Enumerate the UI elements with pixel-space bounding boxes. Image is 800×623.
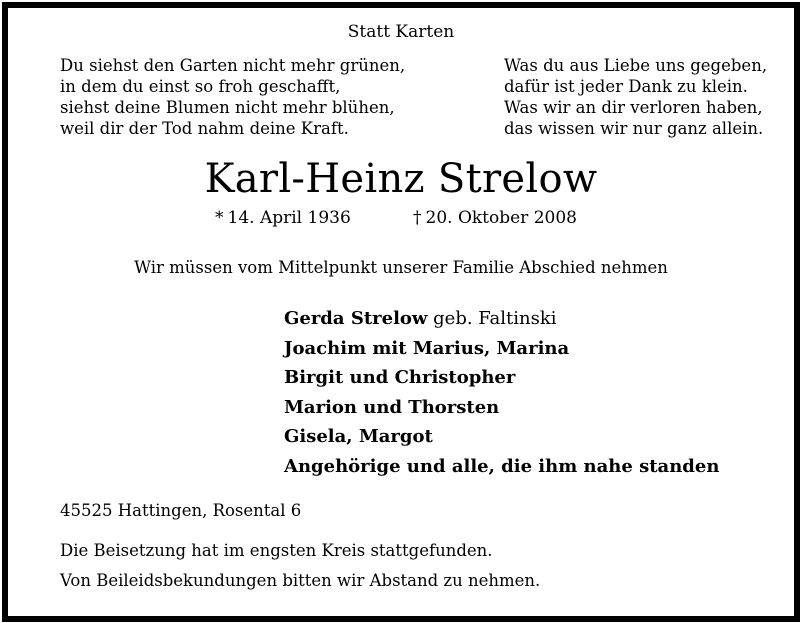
mourner-row bbox=[284, 363, 719, 393]
mourner-name: Birgit und Christopher bbox=[284, 367, 516, 388]
birth-date bbox=[215, 208, 351, 228]
poem-right bbox=[504, 55, 767, 139]
mourner-row bbox=[284, 334, 719, 364]
mourners-list bbox=[284, 304, 719, 481]
mourner-row bbox=[284, 393, 719, 423]
mourner-name: Joachim mit Marius, Marina bbox=[284, 337, 570, 359]
mourner-name: Marion und Thorsten bbox=[284, 396, 500, 418]
poem-line: Du siehst den Garten nicht mehr grünen, bbox=[60, 56, 406, 75]
farewell-statement: Wir müssen vom Mittelpunkt unserer Familie Abschied nehmen bbox=[134, 258, 668, 277]
burial-note: Die Beisetzung hat im engsten Kreis stattgefunden. bbox=[60, 541, 493, 560]
mourner-row bbox=[284, 452, 719, 482]
mourner-row bbox=[284, 422, 719, 452]
mourner-row bbox=[284, 304, 719, 334]
poem-line: das wissen wir nur ganz allein. bbox=[504, 119, 764, 138]
mourner-name: Gerda Strelow bbox=[284, 308, 428, 329]
poem-line: siehst deine Blumen nicht mehr blühen, bbox=[60, 98, 395, 117]
death-cross-icon: † bbox=[413, 208, 422, 228]
obituary-frame bbox=[2, 2, 800, 622]
poem-line: Was du aus Liebe uns gegeben, bbox=[504, 56, 768, 75]
poem-line: in dem du einst so froh geschafft, bbox=[60, 77, 341, 96]
poem-line: Was wir an dir verloren haben, bbox=[504, 98, 763, 117]
address: 45525 Hattingen, Rosental 6 bbox=[60, 501, 302, 520]
poem-line: weil dir der Tod nahm deine Kraft. bbox=[60, 119, 349, 138]
birth-date-text: 14. April 1936 bbox=[227, 208, 351, 228]
poem-line: dafür ist jeder Dank zu klein. bbox=[504, 77, 748, 96]
condolence-note: Von Beileidsbekundungen bitten wir Abstand zu nehmen. bbox=[60, 571, 541, 590]
mourner-name: Gisela, Margot bbox=[284, 426, 433, 447]
birth-star-icon: * bbox=[215, 208, 224, 228]
mourner-note: geb. Faltinski bbox=[427, 308, 557, 329]
death-date-text: 20. Oktober 2008 bbox=[425, 208, 577, 228]
poem-left bbox=[60, 55, 405, 139]
deceased-name: Karl-Heinz Strelow bbox=[204, 156, 598, 202]
mourner-name: Angehörige und alle, die ihm nahe standen bbox=[284, 455, 720, 477]
death-date bbox=[413, 208, 577, 228]
header-title: Statt Karten bbox=[347, 22, 455, 42]
